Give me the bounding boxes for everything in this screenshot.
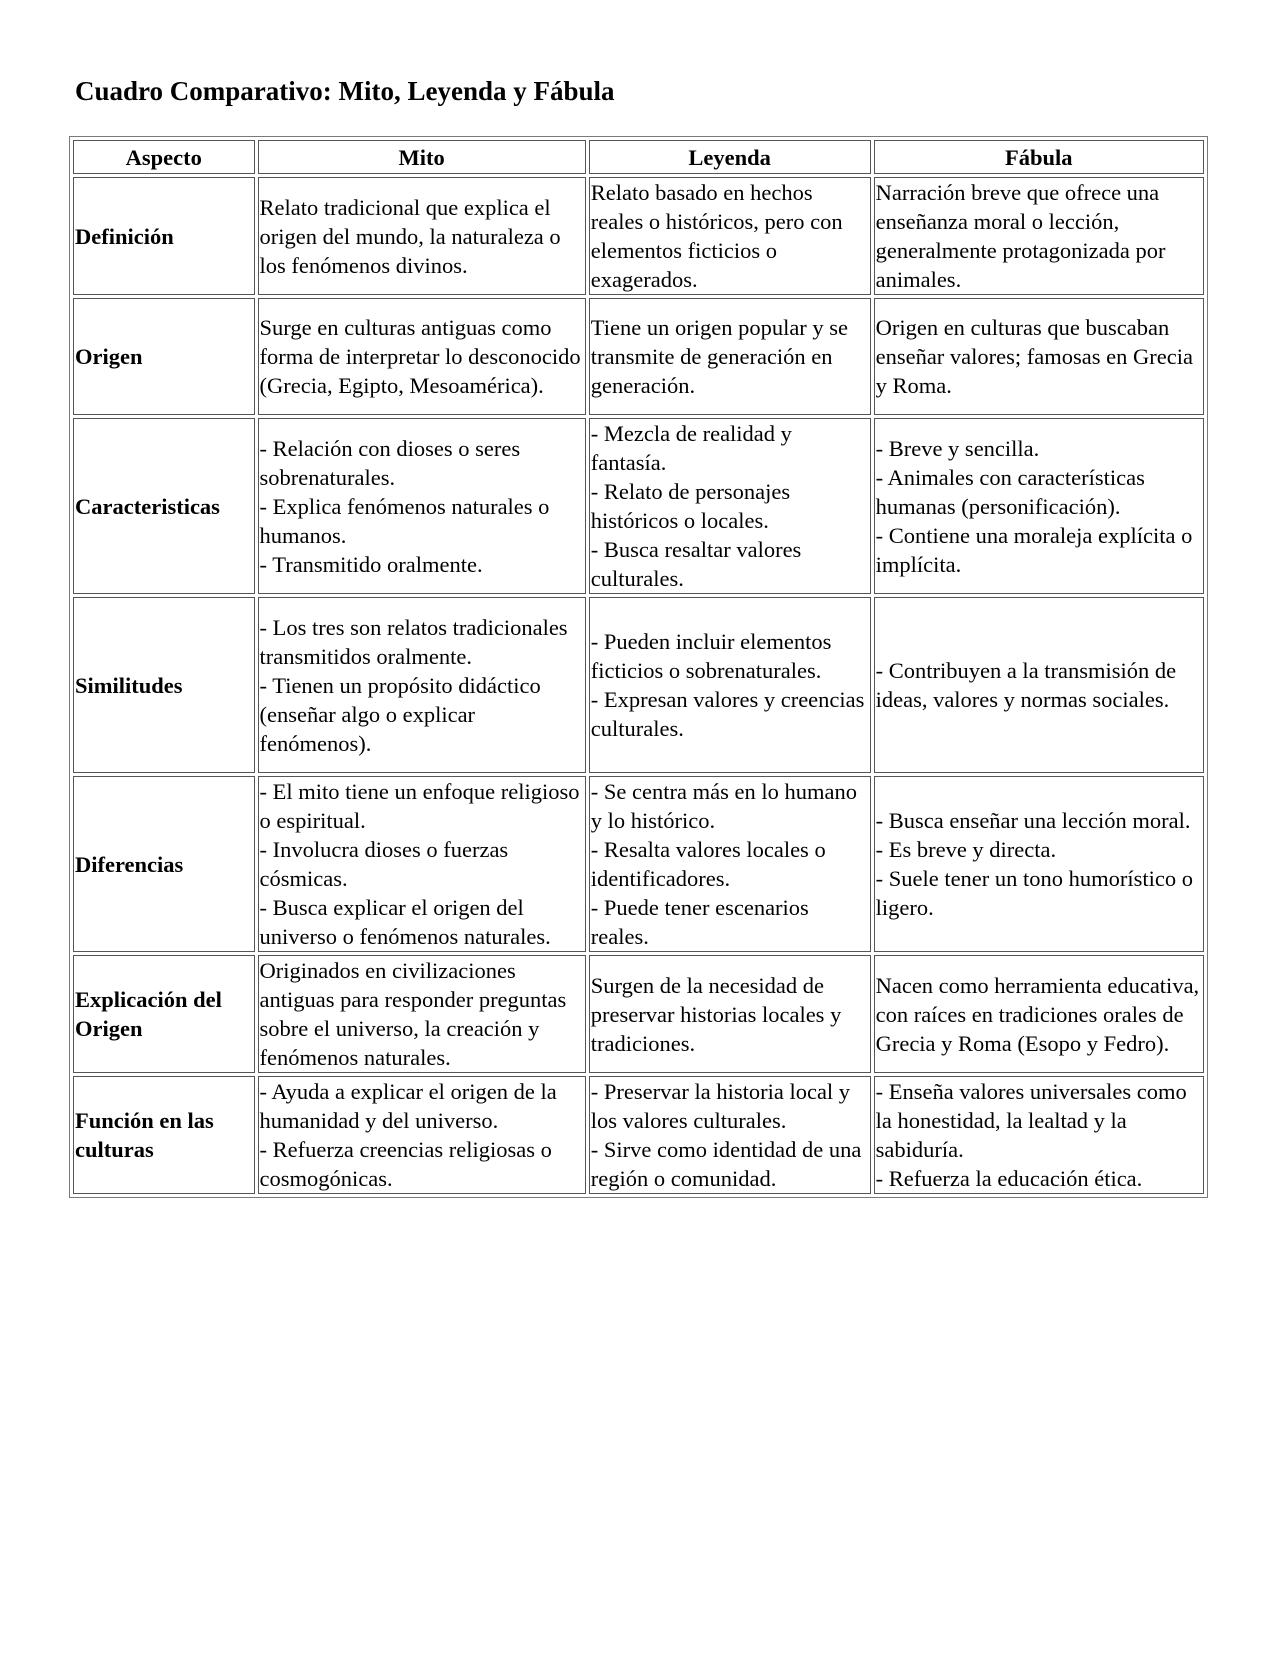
table-row — [73, 418, 1204, 594]
fabula-cell — [874, 776, 1204, 952]
fabula-cell — [874, 955, 1204, 1073]
leyenda-cell — [589, 955, 871, 1073]
leyenda-text: - Pueden incluir elementos ficticios o sobrenaturales. - Expresan valores y creencias culturales. — [590, 629, 865, 741]
mito-cell — [258, 418, 586, 594]
mito-text: Originados en civilizaciones antiguas para responder preguntas sobre el universo, la creación y fenómenos naturales. — [259, 958, 567, 1070]
aspect-cell — [73, 776, 255, 952]
leyenda-text: - Preservar la historia local y los valores culturales. - Sirve como identidad de una región o comunidad. — [590, 1079, 862, 1191]
leyenda-text: - Mezcla de realidad y fantasía. - Relato de personajes históricos o locales. - Busca resaltar valores culturales. — [590, 421, 802, 591]
fabula-cell — [874, 1076, 1204, 1194]
mito-cell — [258, 298, 586, 415]
table-row — [73, 776, 1204, 952]
table-row — [73, 1076, 1204, 1194]
leyenda-text: Relato basado en hechos reales o históricos, pero con elementos ficticios o exagerados. — [590, 180, 843, 292]
aspect-label: Caracteristicas — [75, 493, 220, 519]
fabula-text: Narración breve que ofrece una enseñanza moral o lección, generalmente protagonizada por animales. — [875, 180, 1166, 292]
fabula-cell — [874, 298, 1204, 415]
table-row — [73, 177, 1204, 295]
header-fabula: Fábula — [874, 140, 1204, 174]
header-leyenda: Leyenda — [589, 140, 871, 174]
aspect-label: Origen — [75, 344, 143, 369]
leyenda-cell — [589, 177, 871, 295]
fabula-cell — [874, 177, 1204, 295]
mito-cell — [258, 597, 586, 773]
aspect-cell — [73, 1076, 255, 1194]
mito-text: - Los tres son relatos tradicionales transmitidos oralmente. - Tienen un propósito didáctico (enseñar algo o explicar fenómenos). — [259, 614, 568, 756]
fabula-text: - Busca enseñar una lección moral. - Es breve y directa. - Suele tener un tono humorístico o ligero. — [875, 808, 1194, 920]
fabula-text: Origen en culturas que buscaban enseñar valores; famosas en Grecia y Roma. — [875, 315, 1193, 398]
table-row — [73, 597, 1204, 773]
aspect-label: Definición — [75, 223, 174, 249]
aspect-cell — [73, 298, 255, 415]
leyenda-cell — [589, 418, 871, 594]
table-row — [73, 298, 1204, 415]
leyenda-text: Surgen de la necesidad de preservar historias locales y tradiciones. — [590, 972, 842, 1056]
fabula-text: - Breve y sencilla. - Animales con características humanas (personificación). - Contiene una moraleja explícita o implícita. — [875, 435, 1193, 577]
aspect-label: Función en las culturas — [75, 1108, 214, 1162]
header-mito: Mito — [258, 140, 586, 174]
fabula-cell — [874, 597, 1204, 773]
page-title: Cuadro Comparativo: Mito, Leyenda y Fábula — [75, 76, 615, 106]
comparison-table — [69, 136, 1208, 1198]
header-row — [73, 140, 1204, 174]
mito-text: - Relación con dioses o seres sobrenaturales. - Explica fenómenos naturales o humanos. - Transmitido oralmente. — [259, 435, 550, 577]
aspect-cell — [73, 597, 255, 773]
header-aspecto: Aspecto — [73, 140, 255, 174]
leyenda-text: Tiene un origen popular y se transmite de generación en generación. — [590, 315, 849, 398]
aspect-label: Diferencias — [75, 851, 184, 877]
aspect-cell — [73, 955, 255, 1073]
mito-text: - El mito tiene un enfoque religioso o espiritual. - Involucra dioses o fuerzas cósmicas. - Busca explicar el origen del universo o fenómenos naturales. — [259, 779, 580, 949]
mito-cell — [258, 955, 586, 1073]
leyenda-cell — [589, 1076, 871, 1194]
mito-cell — [258, 776, 586, 952]
mito-text: Relato tradicional que explica el origen del mundo, la naturaleza o los fenómenos divinos. — [259, 194, 561, 278]
aspect-label: Explicación del Origen — [75, 987, 222, 1041]
aspect-cell — [73, 418, 255, 594]
leyenda-text: - Se centra más en lo humano y lo histórico. - Resalta valores locales o identificadores. - Puede tener escenarios reales. — [590, 779, 857, 949]
aspect-cell — [73, 177, 255, 295]
fabula-text: Nacen como herramienta educativa, con raíces en tradiciones orales de Grecia y Roma (Esopo y Fedro). — [875, 972, 1200, 1056]
leyenda-cell — [589, 776, 871, 952]
aspect-label: Similitudes — [75, 672, 183, 698]
mito-cell — [258, 1076, 586, 1194]
fabula-text: - Enseña valores universales como la honestidad, la lealtad y la sabiduría. - Refuerza la educación ética. — [875, 1079, 1187, 1191]
leyenda-cell — [589, 298, 871, 415]
mito-text: - Ayuda a explicar el origen de la humanidad y del universo. - Refuerza creencias religiosas o cosmogónicas. — [259, 1079, 557, 1191]
table-row — [73, 955, 1204, 1073]
mito-text: Surge en culturas antiguas como forma de interpretar lo desconocido (Grecia, Egipto, Mesoamérica). — [259, 315, 581, 398]
mito-cell — [258, 177, 586, 295]
fabula-text: - Contribuyen a la transmisión de ideas, valores y normas sociales. — [875, 658, 1177, 712]
leyenda-cell — [589, 597, 871, 773]
fabula-cell — [874, 418, 1204, 594]
